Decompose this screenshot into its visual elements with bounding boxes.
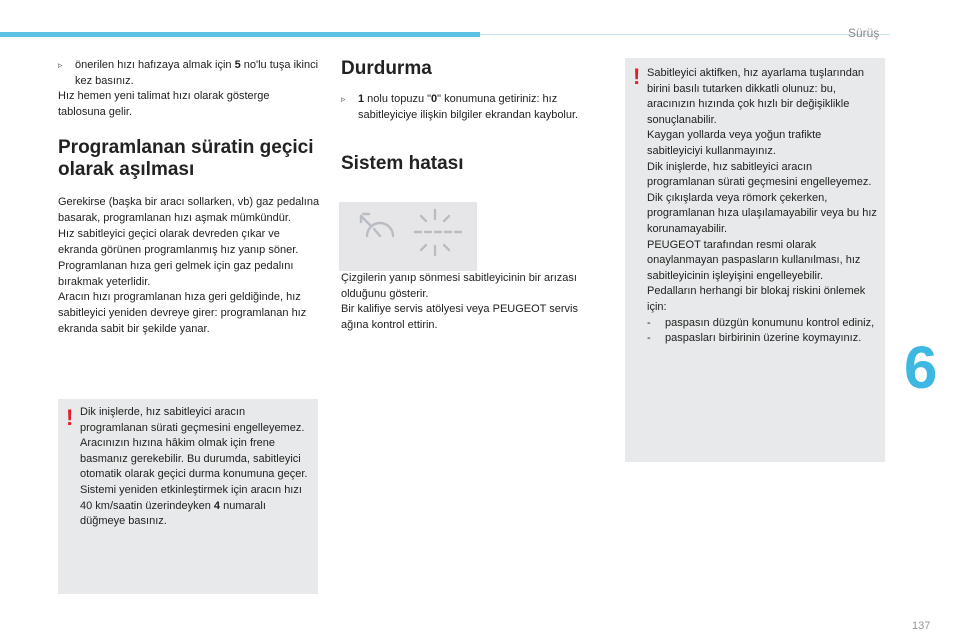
usage-warning-text: Sabitleyici aktifken, hız ayarlama tuşlarından birini basılı tutarken dikkatli olunuz: bu, aracınızın hızında çok hızlı bir değişiklikle sonuçlanabilir. Kaygan yollarda veya yoğun trafikte sabitleyiciyi kullanmayınız. Dik inişlerde, hız sabitleyici aracın programlanan sürati geçmesini engelleyemez. Dik çıkışlarda veya römork çekerken, programlanan hıza ulaşılamayabilir veya bu hız korunamayabilir. PEUGEOT tarafından resmi olarak onaylanmayan paspasların kullanılması, hız sabitleyicinin işleyişini engelleyebilir. Pedalların herhangi bir blokaj riskini önlemek için: xyxy=(647,67,877,313)
section-heading-stop: Durdurma xyxy=(341,58,432,79)
speedometer-fault-graphic xyxy=(339,202,477,271)
override-body: Gerekirse (başka bir aracı sollarken, vb) gaz pedalına basarak, programlanan hızı aşmak mümkündür. Hız sabitleyici geçici olarak devreden çıkar ve ekranda görünen programlanmış hız yanıp söner. Programlanan hıza geri gelmek için gaz pedalını bırakmak yeterlidir. Aracın hızı programlanan hıza geri geldiğinde, hız sabitleyici yeniden devreye girer: programlanan hız ekranda sabit bir şekilde yanar. xyxy=(58,196,320,336)
column-middle xyxy=(341,58,581,333)
warning-exclamation-icon: ! xyxy=(66,405,74,430)
memory-note: Hız hemen yeni talimat hızı olarak gösterge tablosuna gelir. xyxy=(58,90,270,118)
list-item: - paspasın düzgün konumunu kontrol ediniz, xyxy=(647,316,875,329)
column-left xyxy=(58,58,320,338)
page-number: 137 xyxy=(912,620,931,632)
warning-box-usage xyxy=(625,58,885,462)
arrow-bullet-icon: ▹ xyxy=(58,60,63,70)
warning-exclamation-icon: ! xyxy=(633,64,641,89)
stop-instruction-bullet: ▹ 1 nolu topuzu "0" konumuna getiriniz: hız sabitleyiciye ilişkin bilgiler ekrandan kaybolur. xyxy=(341,92,581,123)
cruise-control-fault-icon xyxy=(339,202,477,271)
arrow-bullet-icon: ▹ xyxy=(341,94,346,104)
section-title: Sürüş xyxy=(848,26,880,40)
header-accent-bar xyxy=(0,32,480,37)
section-heading-override: Programlanan süratin geçici olarak aşılması xyxy=(58,137,314,180)
chapter-number: 6 xyxy=(904,334,938,401)
warning-box-descent: ! Dik inişlerde, hız sabitleyici aracın programlanan sürati geçmesini engelleyemez. Aracınızın hızına hâkim olmak için frene basmanız gerekebilir. Bu durumda, sabitleyici otomatik olarak geçici durma konumuna geçer. Sistemi yeniden etkinleştirmek için aracın hızı 40 km/saatin üzerindeyken 4 numaralı düğmeye basınız. xyxy=(58,399,318,594)
list-item: - paspasları birbirinin üzerine koymayınız. xyxy=(647,332,862,345)
section-heading-fault: Sistem hatası xyxy=(341,153,464,174)
header-rule xyxy=(480,34,890,35)
instruction-bullet: ▹ önerilen hızı hafızaya almak için 5 no'lu tuşa ikinci kez basınız. xyxy=(58,58,320,89)
fault-body: Çizgilerin yanıp sönmesi sabitleyicinin bir arızası olduğunu gösterir. Bir kalifiye servis atölyesi veya PEUGEOT servis ağına kontrol ettirin. xyxy=(341,272,578,331)
